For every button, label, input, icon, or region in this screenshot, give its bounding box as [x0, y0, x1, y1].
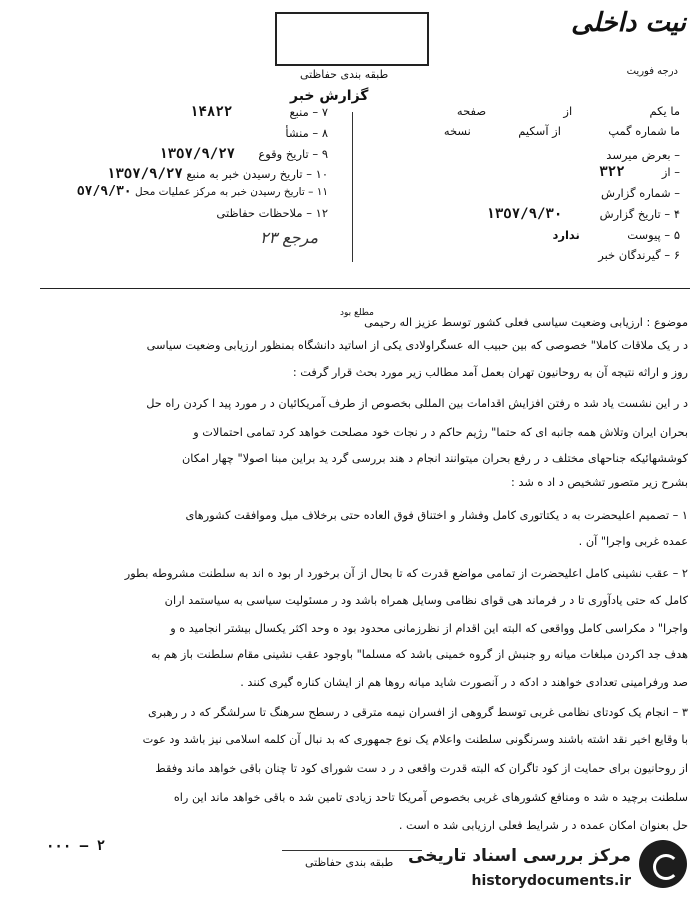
- left-field-12: ۱۲ – ملاحظات حفاظتی: [216, 206, 328, 220]
- right-field-6: ۴ – تاریخ گزارش ١٣٥٧/٩/٣٠: [486, 206, 680, 222]
- watermark-url[interactable]: historydocuments.ir: [471, 873, 631, 889]
- right-field-8: ۶ – گیرندگان خبر: [598, 248, 680, 262]
- body-line-7: ۱ – تصمیم اعلیحضرت به د یکتاتوری کامل وفشار و اختناق فوق العاده حتی برخلاف میل وموافقت کشورهای: [185, 509, 688, 522]
- archive-logo-icon: [639, 840, 687, 888]
- body-line-6: بشرح زیر متصور تشخیص د اد ه شد :: [511, 476, 688, 489]
- right-field-2: ما شماره گمپ از آسکیم نسخه: [443, 124, 680, 138]
- body-line-8: عمده غربی واجرا" آن .: [578, 535, 688, 548]
- body-line-3: د ر این نشست یاد شد ه رفتن افزایش اقدامات بین المللی بخصوص از طرف آمریکائیان د ر مورد پید ا کردن راه حل: [146, 397, 688, 410]
- page-number: ٢ – ٠٠٠: [46, 838, 106, 854]
- body-line-1: د ر یک ملاقات کاملا" خصوصی که بین حبیب اله عسگراولادی یکی از اساتید دانشگاه بمنظور ارزیابی وضعیت سیاسی: [146, 339, 688, 352]
- body-line-4: بحران ایران وتلاش همه جانبه ای که حتما" رژیم حاکم د ر نجات خود مصلحت خواهد کرد تمامی احتمالات و: [193, 426, 688, 439]
- left-field-10: ۱۰ – تاریخ رسیدن خبر به منبع ١٣٥٧/٩/٢٧: [106, 166, 328, 182]
- body-line-2: روز و اراثه نتیجه آن به روحانیون تهران بعمل آمد مطالب زیر مورد بحث قرار گرفت :: [292, 366, 688, 379]
- header-divider: [40, 288, 690, 289]
- report-title: گزارش خبر: [290, 88, 369, 104]
- right-field-1: ما یکم از صفحه: [456, 104, 680, 118]
- body-line-13: صد ورفرامینی تعدادی خواهند د ادکه د ر آنصورت شاید میانه روها هم از ایشان کناره گیری کنند .: [240, 676, 688, 689]
- footer-divider: [282, 850, 422, 851]
- archive-watermark: [408, 840, 693, 900]
- stamp-box: [275, 12, 429, 66]
- handwritten-note: مرجع ۲۳: [260, 228, 319, 247]
- priority-label: درجه فوریت: [626, 66, 678, 77]
- right-field-5: – شماره گزارش: [600, 186, 680, 200]
- right-field-3: – بعرض میرسد: [606, 148, 680, 162]
- body-line-11: واجرا" د مکراسی کامل وواقعی که البته این اقدام از نظرزمانی محدود بود ه وحد اکثر یکسال بیشتر انجامید ه و: [170, 622, 688, 635]
- body-line-17: سلطنت برچید ه شد ه ومنافع کشورهای غربی بخصوص آمریکا تاحد زیادی تامین شد ه باقی خواهد ماند این راه: [173, 791, 688, 804]
- left-field-7: ۷ – منبع ١۴٨٢٢: [190, 104, 328, 120]
- right-field-4: – از ٣٢٢: [599, 164, 680, 180]
- org-logo-text: نیت داخلی: [571, 8, 686, 38]
- body-line-18: حل بعنوان امکان عمده د ر شرایط فعلی ارزیابی شد ه است .: [398, 819, 688, 832]
- classification-bottom: طبقه بندی حفاظتی: [305, 856, 394, 869]
- body-line-14: ۳ – انجام یک کودتای نظامی غربی توسط گروهی از افسران نیمه مترقی د رسطح سرهنگ تا سرلشگر که د ر رهبری: [147, 706, 688, 719]
- body-line-12: هدف جد اکردن مبلغات میانه رو جنبش از گروه خمینی باشد که مسلما" باوجود عقب نشینی مقام سلطنت باز هم به: [151, 648, 688, 661]
- column-divider: [352, 112, 353, 262]
- left-field-11: ۱۱ – تاریخ رسیدن خبر به مرکز عملیات محل ٥٧/٩/٣٠: [76, 184, 328, 199]
- subject-line: موضوع : ارزیابی وضعیت سیاسی فعلی کشور توسط عزیز اله رحیمی: [364, 316, 688, 329]
- body-line-15: با وقایع اخیر نقد اشته باشند وسرنگونی سلطنت واعلام یک نوع جمهوری که بد نبال آن کلمه اسلامی نیز باشد ود عوت: [142, 733, 688, 746]
- classification-top: طبقه بندی حفاظتی: [300, 68, 389, 81]
- margin-note: مطلع بود: [340, 308, 374, 318]
- body-line-5: کوششهائیکه جناحهای مختلف د ر رفع بحران میتوانند انجام د هند بررسی گرد ید براین مبنا اصولا" چهار امکان: [182, 452, 688, 465]
- right-field-7: ۵ – پیوست ندارد: [552, 228, 680, 242]
- watermark-title: مرکز بررسی اسناد تاریخی: [408, 846, 631, 866]
- body-line-10: کامل که حتی یادآوری تا د ر فرماند هی قوای نظامی وسایل همراه باشد ود ر مسئولیت سیاسی به سیاستمد اران: [164, 594, 688, 607]
- body-line-16: از روحانیون برای حمایت از کود تاگران که البته قدرت واقعی د ر د ست شورای کود تا چنان باقی خواهد ماند وفقط: [155, 762, 688, 775]
- left-field-8: ۸ – منشأ: [285, 126, 328, 140]
- body-line-9: ۲ – عقب نشینی کامل اعلیحضرت از تمامی مواضع قدرت که تا بحال از آن برخورد ار بود ه اند به سلطنت مشروطه بطور: [124, 567, 688, 580]
- left-field-9: ۹ – تاریخ وقوع ١٣٥٧/٩/٢٧: [159, 146, 328, 162]
